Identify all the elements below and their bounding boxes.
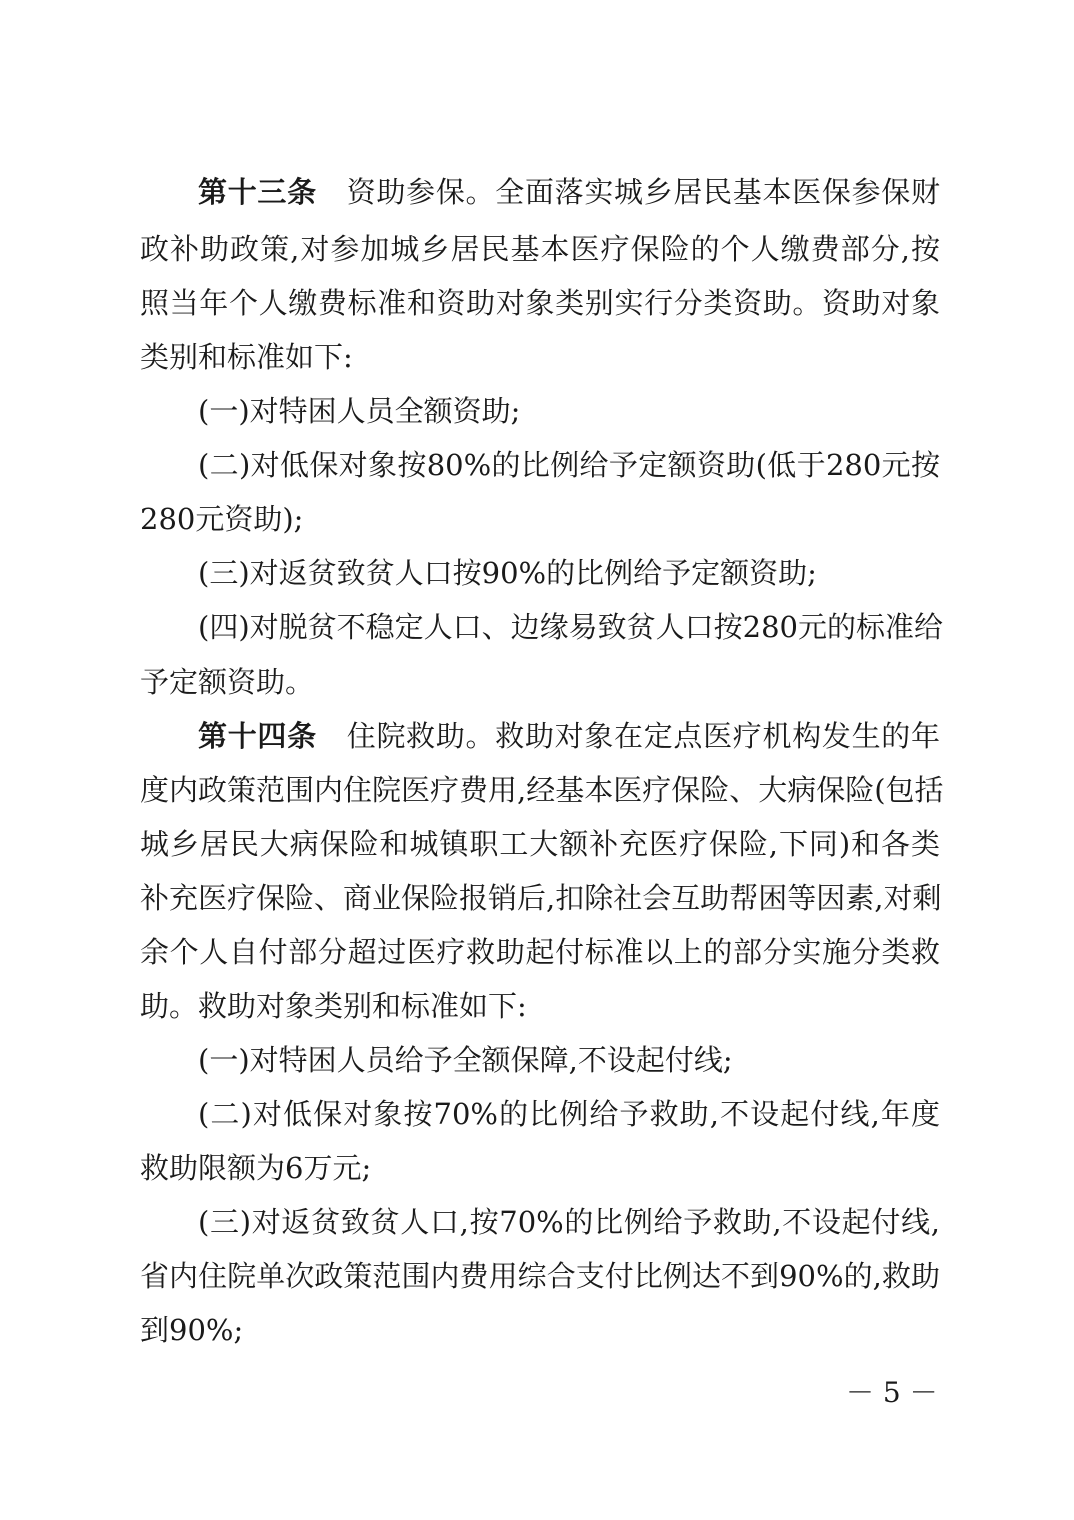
article-14-line-6: 助。救助对象类别和标准如下: [140,989,527,1023]
article-13-item-3: (三)对返贫致贫人口按90%的比例给予定额资助; [198,556,817,590]
article-14-title: 第十四条 [198,719,317,753]
article-13-item-4-cont: 予定额资助。 [140,665,315,699]
page-number: － 5 － [846,1376,938,1409]
article-14-line-2: 度内政策范围内住院医疗费用,经基本医疗保险、大病保险(包括 [140,773,944,807]
article-13-item-4: (四)对脱贫不稳定人口、边缘易致贫人口按280元的标准给 [198,610,943,644]
article-13-item-2: (二)对低保对象按80%的比例给予定额资助(低于280元按 [198,448,940,482]
article-13-line-4: 类别和标准如下: [140,340,353,374]
article-14-item-1: (一)对特困人员给予全额保障,不设起付线; [198,1043,733,1077]
article-13-text: 资助参保。全面落实城乡居民基本医保参保财 [346,175,940,209]
article-14-line-3: 城乡居民大病保险和城镇职工大额补充医疗保险,下同)和各类 [140,827,940,861]
article-14-line-1 [198,716,940,756]
article-14-line-4: 补充医疗保险、商业保险报销后,扣除社会互助帮困等因素,对剩 [140,881,942,915]
article-14-item-3-cont-1: 省内住院单次政策范围内费用综合支付比例达不到90%的,救助 [140,1259,940,1293]
article-13-title: 第十三条 [198,175,317,209]
article-14-item-2-cont: 救助限额为6万元; [140,1151,372,1185]
article-14-text: 住院救助。救助对象在定点医疗机构发生的年 [346,719,940,753]
article-13-item-1: (一)对特困人员全额资助; [198,394,521,428]
article-14-line-5: 余个人自付部分超过医疗救助起付标准以上的部分实施分类救 [140,935,940,969]
article-13-line-2: 政补助政策,对参加城乡居民基本医疗保险的个人缴费部分,按 [140,232,940,266]
article-14-item-3: (三)对返贫致贫人口,按70%的比例给予救助,不设起付线, [198,1205,940,1239]
article-13-line-1 [198,172,940,212]
article-13-item-2-cont: 280元资助); [140,502,304,536]
article-13-line-3: 照当年个人缴费标准和资助对象类别实行分类资助。资助对象 [140,286,940,320]
article-14-item-2: (二)对低保对象按70%的比例给予救助,不设起付线,年度 [198,1097,940,1131]
article-14-item-3-cont-2: 到90%; [140,1313,244,1347]
